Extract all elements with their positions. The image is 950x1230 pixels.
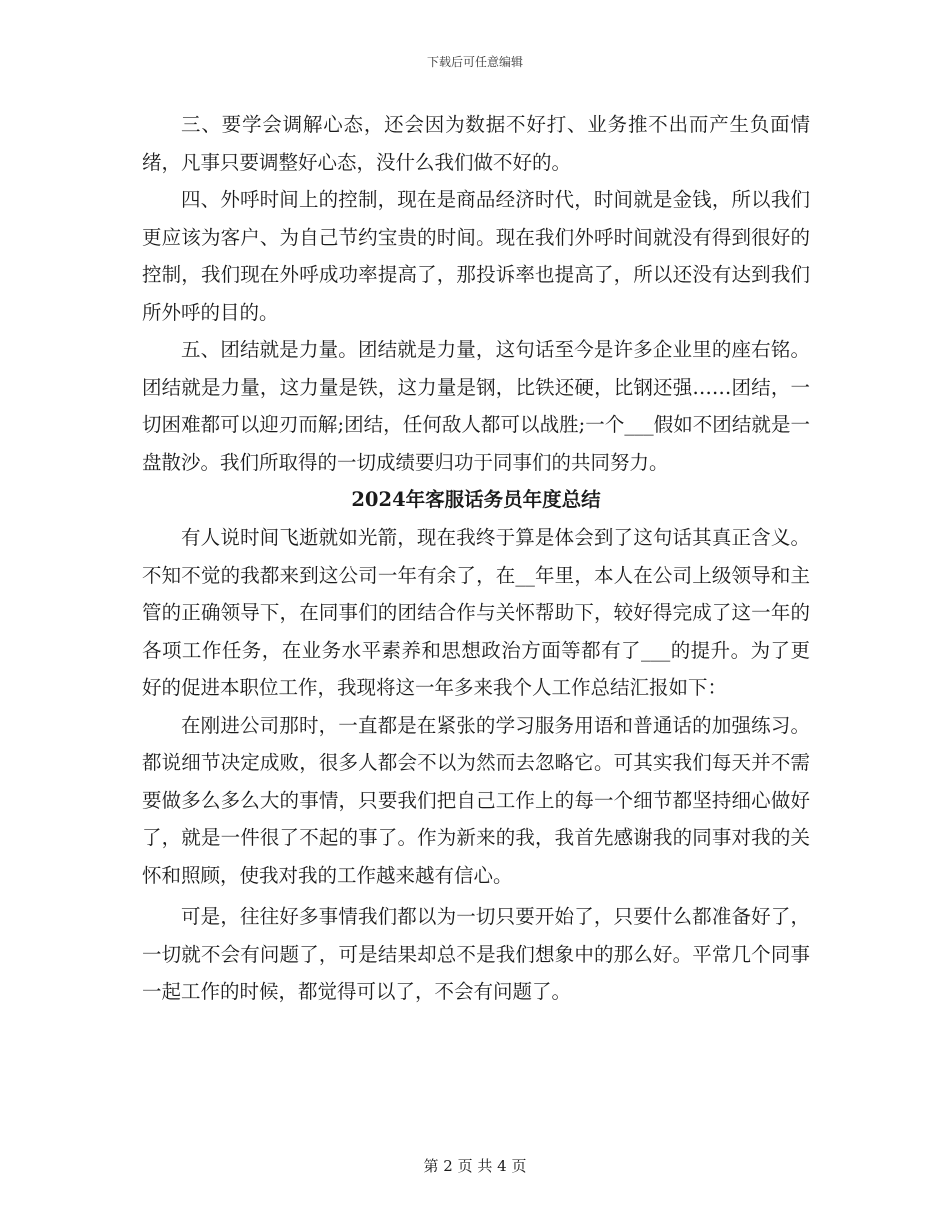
paragraph-expectations: 可是，往往好多事情我们都以为一切只要开始了，只要什么都准备好了，一切就不会有问题了，可是结果却总不是我们想象中的那么好。平常几个同事一起工作的时候，都觉得可以了，不会有问题了。 <box>142 905 810 1003</box>
paragraph-intro: 有人说时间飞逝就如光箭，现在我终于算是体会到了这句话其真正含义。不知不觉的我都来到这公司一年有余了，在__年里，本人在公司上级领导和主管的正确领导下，在同事们的团结合作与关怀帮助下，较好得完成了这一年的各项工作任务，在业务水平素养和思想政治方面等都有了___的提升。为了更好的促进本职位工作，我现将这一年多来我个人工作总结汇报如下： <box>142 526 810 699</box>
page-header-note: 下载后可任意编辑 <box>426 55 523 69</box>
paragraph-details: 在刚进公司那时，一直都是在紧张的学习服务用语和普通话的加强练习。都说细节决定成败，很多人都会不以为然而去忽略它。可其实我们每天并不需要做多么多么大的事情，只要我们把自己工作上的每一个细节都坚持细心做好了，就是一件很了不起的事了。作为新来的我，我首先感谢我的同事对我的关怀和照顾，使我对我的工作越来越有信心。 <box>142 713 810 887</box>
paragraph-three-mindset: 三、要学会调解心态，还会因为数据不好打、业务推不出而产生负面情绪，凡事只要调整好心态，没什么我们做不好的。 <box>142 113 810 174</box>
section-title: 2024年客服话务员年度总结 <box>351 488 601 511</box>
paragraph-five-unity: 五、团结就是力量。团结就是力量，这句话至今是许多企业里的座右铭。团结就是力量，这力量是铁，这力量是钢，比铁还硬，比钢还强……团结，一切困难都可以迎刃而解;团结，任何敌人都可以战胜;一个___假如不团结就是一盘散沙。我们所取得的一切成绩要归功于同事们的共同努力。 <box>142 338 810 474</box>
page-number-footer: 第 2 页 共 4 页 <box>423 1157 527 1175</box>
paragraph-four-call-time: 四、外呼时间上的控制，现在是商品经济时代，时间就是金钱，所以我们更应该为客户、为自己节约宝贵的时间。现在我们外呼时间就没有得到很好的控制，我们现在外呼成功率提高了，那投诉率也提高了，所以还没有达到我们所外呼的目的。 <box>142 188 810 324</box>
document-body <box>142 106 810 1011</box>
